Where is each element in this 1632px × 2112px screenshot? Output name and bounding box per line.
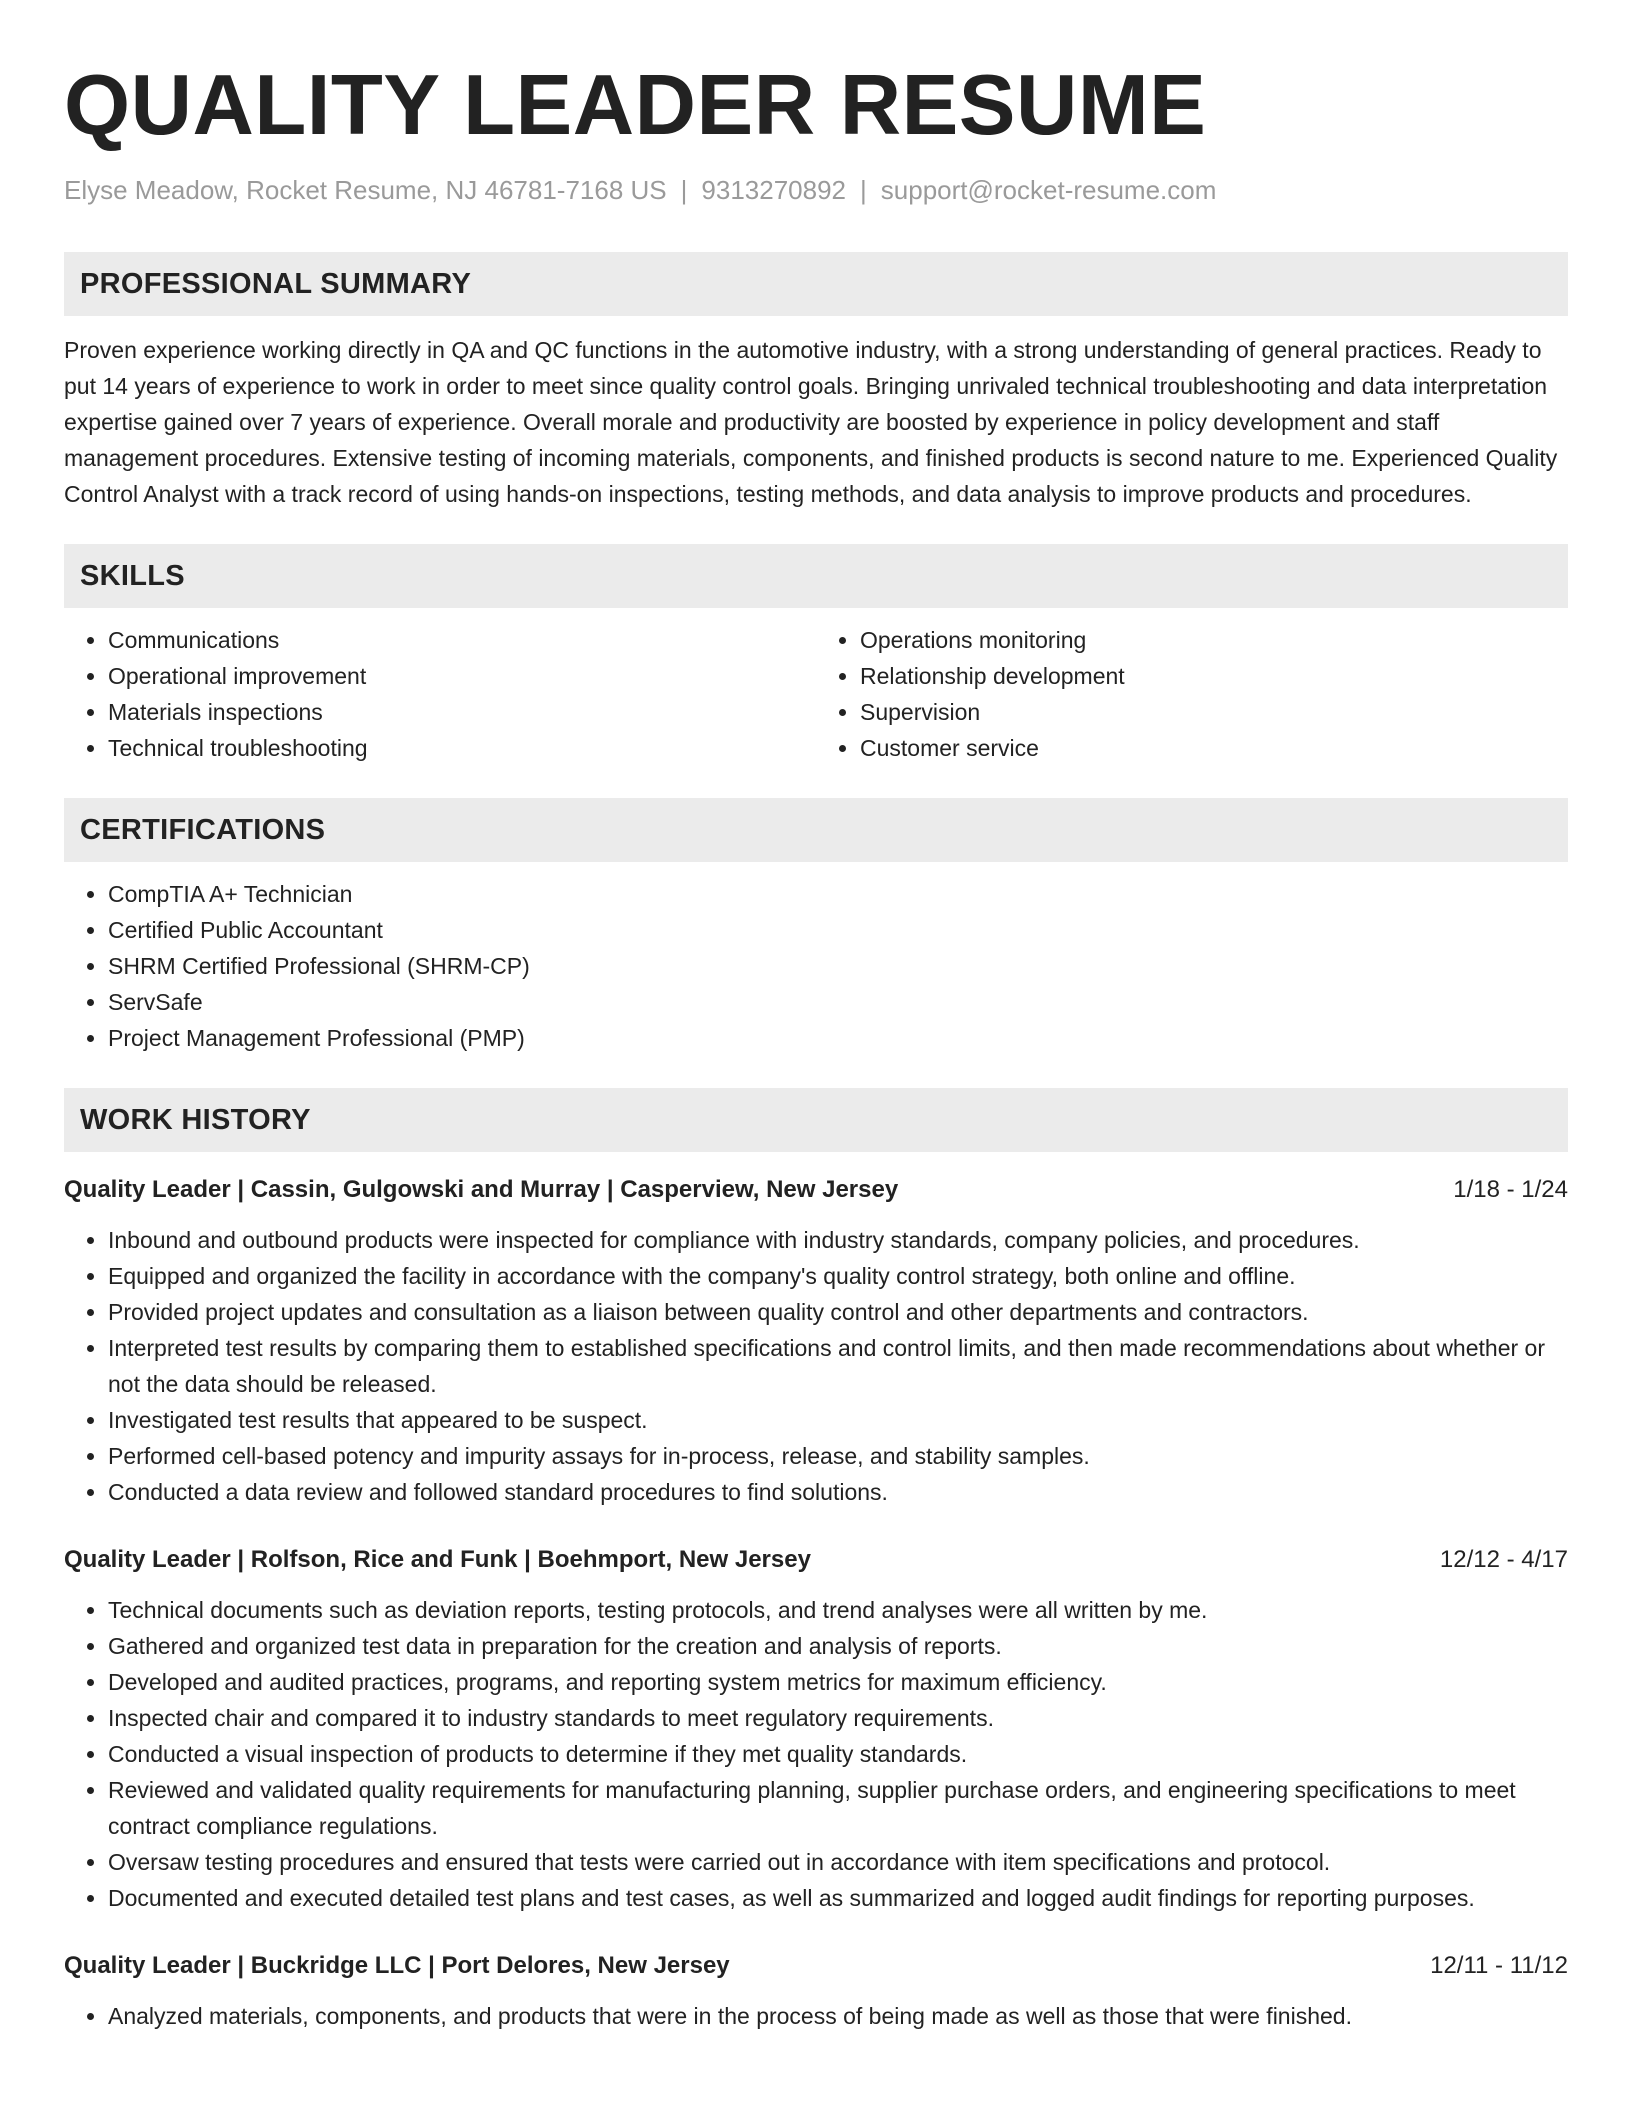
resume-content xyxy=(64,56,1568,2034)
contact-separator: | xyxy=(860,175,867,205)
job-bullet: • Investigated test results that appeared to be suspect. xyxy=(108,1402,1568,1438)
job-bullet: • Interpreted test results by comparing them to established specifications and control limits, and then made recommendations about whether or not the data should be released. xyxy=(108,1330,1568,1402)
certifications-heading: CERTIFICATIONS xyxy=(64,798,1568,862)
skill-item: • Materials inspections xyxy=(108,694,816,730)
certification-item: • CompTIA A+ Technician xyxy=(108,876,1568,912)
job-bullet: • Documented and executed detailed test plans and test cases, as well as summarized and logged audit findings for reporting purposes. xyxy=(108,1880,1568,1916)
job-title: Quality Leader | Cassin, Gulgowski and Murray | Casperview, New Jersey xyxy=(64,1176,899,1203)
job-dates: 12/11 - 11/12 xyxy=(1430,1952,1568,1979)
job-bullet: • Provided project updates and consultation as a liaison between quality control and other departments and contractors. xyxy=(108,1294,1568,1330)
job-title: Quality Leader | Buckridge LLC | Port Delores, New Jersey xyxy=(64,1952,730,1979)
job-bullet: • Technical documents such as deviation reports, testing protocols, and trend analyses were all written by me. xyxy=(108,1592,1568,1628)
job-bullet: • Oversaw testing procedures and ensured that tests were carried out in accordance with item specifications and protocol. xyxy=(108,1844,1568,1880)
contact-line xyxy=(64,172,1568,208)
job-bullet: • Performed cell-based potency and impurity assays for in-process, release, and stability samples. xyxy=(108,1438,1568,1474)
skill-item: • Communications xyxy=(108,622,816,658)
skills-grid xyxy=(64,622,1568,766)
job-header xyxy=(64,1172,1568,1208)
contact-separator: | xyxy=(680,175,688,205)
certification-item: • SHRM Certified Professional (SHRM-CP) xyxy=(108,948,1568,984)
skill-item: • Supervision xyxy=(860,694,1568,730)
skills-heading: SKILLS xyxy=(64,544,1568,608)
resume-title: QUALITY LEADER RESUME xyxy=(64,58,1207,153)
contact-phone: 9313270892 xyxy=(701,175,847,205)
job-header xyxy=(64,1948,1568,1984)
job-bullet: • Reviewed and validated quality requirements for manufacturing planning, supplier purchase orders, and engineering specifications to meet contract compliance regulations. xyxy=(108,1772,1568,1844)
contact-email: support@rocket-resume.com xyxy=(880,175,1217,205)
skill-item: • Operational improvement xyxy=(108,658,816,694)
job-entry xyxy=(64,1172,1568,1510)
skill-item: • Customer service xyxy=(860,730,1568,766)
job-header xyxy=(64,1542,1568,1578)
job-dates: 12/12 - 4/17 xyxy=(1439,1546,1568,1573)
skill-item: • Operations monitoring xyxy=(860,622,1568,658)
job-bullet: • Equipped and organized the facility in accordance with the company's quality control strategy, both online and offline. xyxy=(108,1258,1568,1294)
job-bullets xyxy=(64,1222,1568,1510)
job-dates: 1/18 - 1/24 xyxy=(1453,1176,1568,1203)
contact-address: Elyse Meadow, Rocket Resume, NJ 46781-7168 US xyxy=(64,175,667,205)
job-bullets xyxy=(64,1998,1568,2034)
skill-item: • Relationship development xyxy=(860,658,1568,694)
job-bullets xyxy=(64,1592,1568,1916)
summary-heading: PROFESSIONAL SUMMARY xyxy=(64,252,1568,316)
job-bullet: • Developed and audited practices, programs, and reporting system metrics for maximum efficiency. xyxy=(108,1664,1568,1700)
job-bullet: • Conducted a visual inspection of products to determine if they met quality standards. xyxy=(108,1736,1568,1772)
certifications-list xyxy=(64,876,1568,1056)
work-history-heading: WORK HISTORY xyxy=(64,1088,1568,1152)
job-bullet: • Analyzed materials, components, and products that were in the process of being made as well as those that were finished. xyxy=(108,1998,1568,2034)
certification-item: • Certified Public Accountant xyxy=(108,912,1568,948)
job-entry xyxy=(64,1948,1568,2034)
skills-list-left xyxy=(64,622,816,766)
job-bullet: • Inspected chair and compared it to industry standards to meet regulatory requirements. xyxy=(108,1700,1568,1736)
job-bullet: • Inbound and outbound products were inspected for compliance with industry standards, company policies, and procedures. xyxy=(108,1222,1568,1258)
summary-text: Proven experience working directly in QA and QC functions in the automotive industry, with a strong understanding of general practices. Ready to put 14 years of experience to work in order to meet since quality control goals. Bringing unrivaled technical troubleshooting and data interpretation expertise gained over 7 years of experience. Overall morale and productivity are boosted by experience in policy development and staff management procedures. Extensive testing of incoming materials, components, and finished products is second nature to me. Experienced Quality Control Analyst with a track record of using hands-on inspections, testing methods, and data analysis to improve products and procedures. xyxy=(64,337,1558,507)
job-entry xyxy=(64,1542,1568,1916)
job-bullet: • Gathered and organized test data in preparation for the creation and analysis of reports. xyxy=(108,1628,1568,1664)
certification-item: • Project Management Professional (PMP) xyxy=(108,1020,1568,1056)
skill-item: • Technical troubleshooting xyxy=(108,730,816,766)
job-bullet: • Conducted a data review and followed standard procedures to find solutions. xyxy=(108,1474,1568,1510)
skills-list-right xyxy=(816,622,1568,766)
certification-item: • ServSafe xyxy=(108,984,1568,1020)
job-title: Quality Leader | Rolfson, Rice and Funk | Boehmport, New Jersey xyxy=(64,1546,811,1573)
